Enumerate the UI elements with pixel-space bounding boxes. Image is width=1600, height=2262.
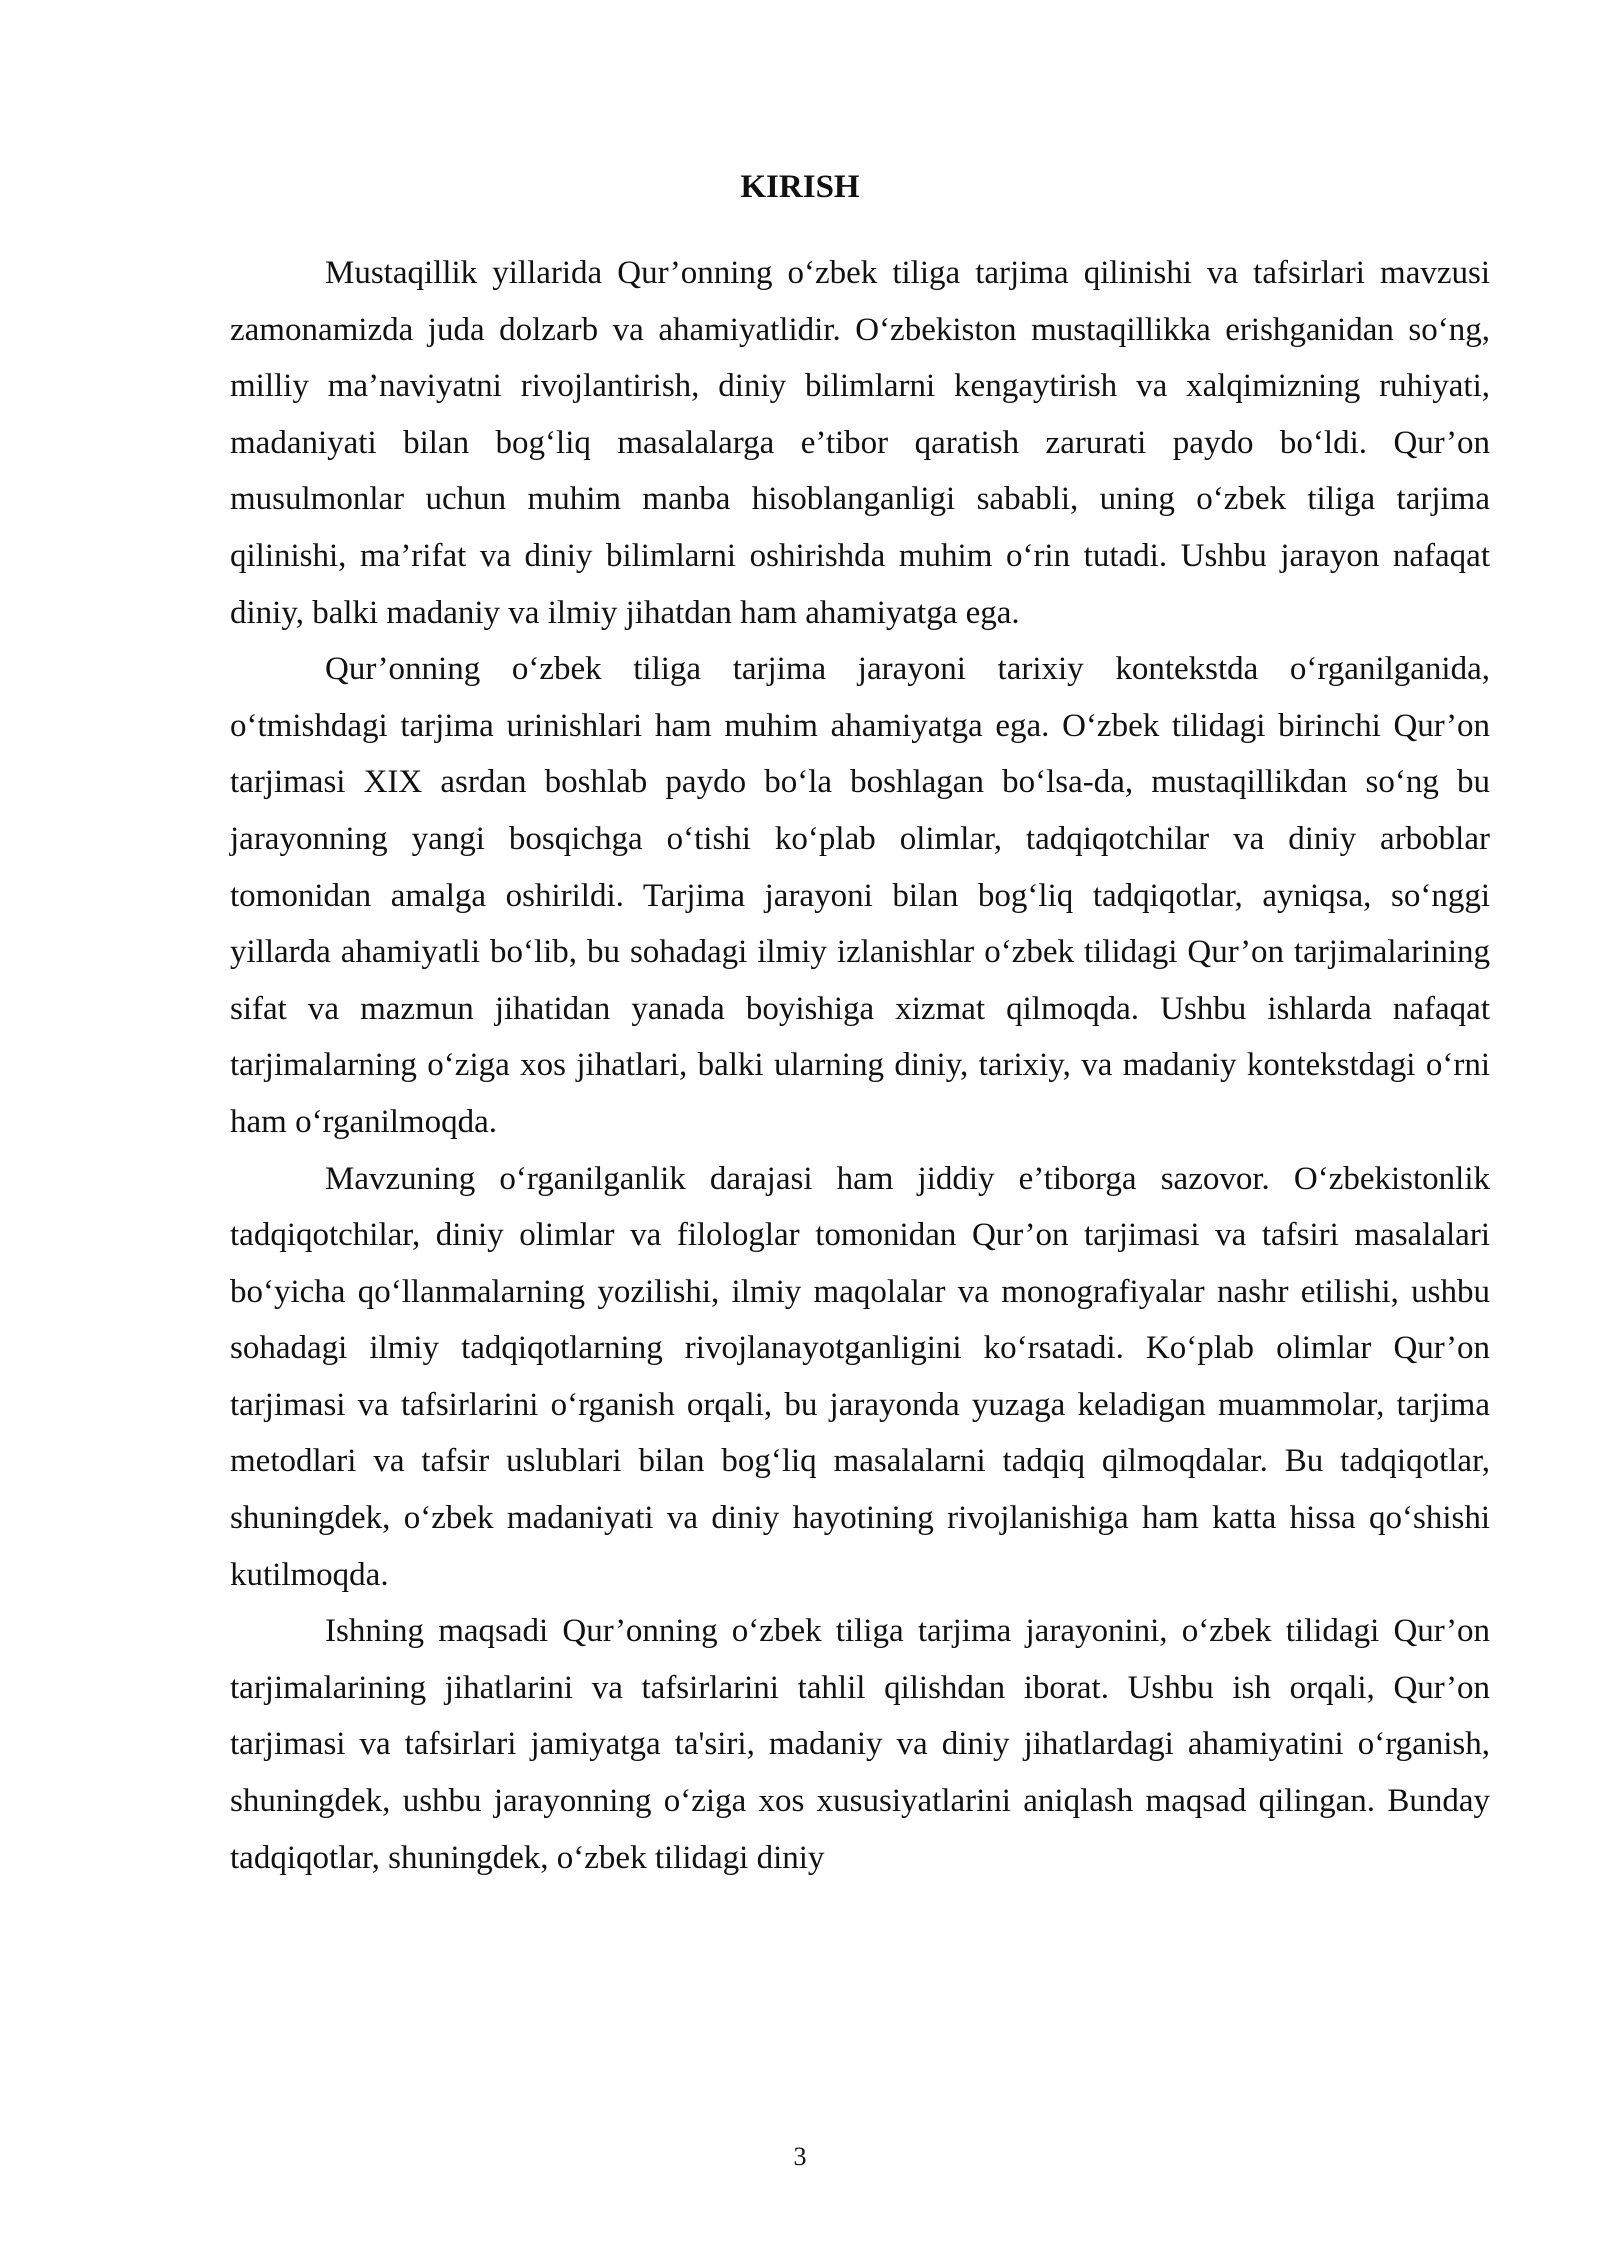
paragraph-1: Mustaqillik yillarida Qur’onning o‘zbek tiliga tarjima qilinishi va tafsirlari mavzusi zamonamizda juda dolzarb va ahamiyatlidir. O‘zbekiston mustaqillikka erishganidan so‘ng, milliy ma’naviyatni rivojlantirish, diniy bilimlarni kengaytirish va xalqimizning ruhiyati, madaniyati bilan bog‘liq masalalarga e’tibor qaratish zarurati paydo bo‘ldi. Qur’on musulmonlar uchun muhim manba hisoblanganligi sababli, uning o‘zbek tiliga tarjima qilinishi, ma’rifat va diniy bilimlarni oshirishda muhim o‘rin tutadi. Ushbu jarayon nafaqat diniy, balki madaniy va ilmiy jihatdan ham ahamiyatga ega. [230, 255, 1490, 631]
paragraph-4: Ishning maqsadi Qur’onning o‘zbek tiliga tarjima jarayonini, o‘zbek tilidagi Qur’on tarjimalarining jihatlarini va tafsirlarini tahlil qilishdan iborat. Ushbu ish orqali, Qur’on tarjimasi va tafsirlari jamiyatga ta'siri, madaniy va diniy jihatlardagi ahamiyatini o‘rganish, shuningdek, ushbu jarayonning o‘ziga xos xususiyatlarini aniqlash maqsad qilingan. Bunday tadqiqotlar, shuningdek, o‘zbek tilidagi diniy [230, 1613, 1490, 1876]
section-heading: KIRISH [740, 169, 860, 205]
body-text [230, 245, 1490, 1886]
paragraph-2: Qur’onning o‘zbek tiliga tarjima jarayoni tarixiy kontekstda o‘rganilganida, o‘tmishdagi tarjima urinishlari ham muhim ahamiyatga ega. O‘zbek tilidagi birinchi Qur’on tarjimasi XIX asrdan boshlab paydo bo‘la boshlagan bo‘lsa-da, mustaqillikdan so‘ng bu jarayonning yangi bosqichga o‘tishi ko‘plab olimlar, tadqiqotchilar va diniy arboblar tomonidan amalga oshirildi. Tarjima jarayoni bilan bog‘liq tadqiqotlar, ayniqsa, so‘nggi yillarda ahamiyatli bo‘lib, bu sohadagi ilmiy izlanishlar o‘zbek tilidagi Qur’on tarjimalarining sifat va mazmun jihatidan yanada boyishiga xizmat qilmoqda. Ushbu ishlarda nafaqat tarjimalarning o‘ziga xos jihatlari, balki ularning diniy, tarixiy, va madaniy kontekstdagi o‘rni ham o‘rganilmoqda. [230, 651, 1490, 1140]
page-number: 3 [793, 2142, 807, 2171]
paragraph-3: Mavzuning o‘rganilganlik darajasi ham jiddiy e’tiborga sazovor. O‘zbekistonlik tadqiqotchilar, diniy olimlar va filologlar tomonidan Qur’on tarjimasi va tafsiri masalalari bo‘yicha qo‘llanmalarning yozilishi, ilmiy maqolalar va monografiyalar nashr etilishi, ushbu sohadagi ilmiy tadqiqotlarning rivojlanayotganligini ko‘rsatadi. Ko‘plab olimlar Qur’on tarjimasi va tafsirlarini o‘rganish orqali, bu jarayonda yuzaga keladigan muammolar, tarjima metodlari va tafsir uslublari bilan bog‘liq masalalarni tadqiq qilmoqdalar. Bu tadqiqotlar, shuningdek, o‘zbek madaniyati va diniy hayotining rivojlanishiga ham katta hissa qo‘shishi kutilmoqda. [230, 1160, 1490, 1593]
